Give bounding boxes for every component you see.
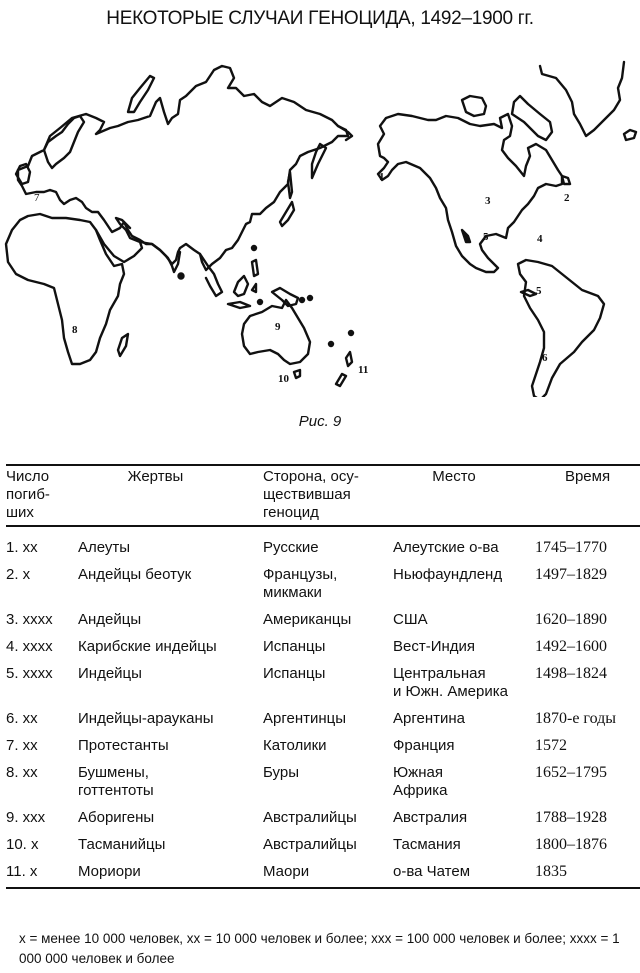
cell-time: 1620–1890 (535, 611, 607, 628)
cell-perpetrators: Маори (263, 863, 310, 880)
cell-count: 6. xx (6, 710, 38, 727)
cell-victims: Аборигены (78, 809, 155, 826)
cell-place: США (393, 611, 428, 628)
header-place: Место (432, 468, 476, 485)
table-row (6, 539, 640, 557)
island-dot (308, 296, 312, 300)
table-row (6, 611, 640, 629)
cell-place: Вест-Индия (393, 638, 476, 655)
table-row (6, 737, 640, 755)
cell-time: 1800–1876 (535, 836, 607, 853)
table-row (6, 665, 640, 701)
new-zealand-outline (336, 352, 352, 386)
map-label-5a: 5 (483, 231, 489, 243)
cell-time: 1835 (535, 863, 567, 880)
header-time: Время (564, 468, 611, 485)
cell-time: 1572 (535, 737, 567, 754)
island-dot (329, 342, 333, 346)
cell-count: 3. xxxx (6, 611, 53, 628)
borneo-outline (234, 276, 248, 296)
table-row (6, 809, 640, 827)
cell-count: 1. xx (6, 539, 38, 556)
map-label-1: 1 (379, 171, 385, 183)
cell-perpetrators: Австралийцы (263, 809, 357, 826)
cell-time: 1498–1824 (535, 665, 607, 682)
world-map-outline (0, 52, 640, 397)
map-label-5b: 5 (536, 285, 542, 297)
cell-place: Алеутские о-ва (393, 539, 499, 556)
figure-caption: Рис. 9 (298, 413, 342, 430)
map-label-4: 4 (537, 233, 543, 245)
island-dot (252, 246, 256, 250)
cell-time: 1745–1770 (535, 539, 607, 556)
cell-time: 1788–1928 (535, 809, 607, 826)
cell-victims: Индейцы (78, 665, 142, 682)
india-outline (140, 242, 180, 272)
baffin-island-outline (512, 96, 552, 140)
tasmania-outline (294, 370, 300, 378)
arabia-outline (96, 218, 142, 262)
cell-victims: Андейцы беотук (78, 566, 192, 583)
table-row (6, 710, 640, 728)
cell-time: 1492–1600 (535, 638, 607, 655)
cell-perpetrators: Буры (263, 764, 299, 781)
cell-perpetrators: Французы, микмаки (263, 566, 338, 601)
header-perpetrators: Сторона, осу- ществившая геноцид (263, 468, 359, 521)
cell-time: 1652–1795 (535, 764, 607, 781)
map-label-11: 11 (358, 364, 369, 376)
map-label-6: 6 (542, 352, 548, 364)
cell-victims: Бушмены, готтентоты (78, 764, 154, 799)
cell-place: Австралия (393, 809, 468, 826)
south-america-outline (518, 260, 604, 397)
iceland-outline (624, 130, 636, 140)
eurasia-outline (18, 66, 348, 270)
cell-perpetrators: Русские (263, 539, 319, 556)
newfoundland-outline (562, 176, 570, 184)
map-label-9: 9 (275, 321, 281, 333)
header-victims: Жертвы (127, 468, 184, 485)
table-row (6, 566, 640, 602)
sri-lanka-dot (179, 274, 184, 279)
cell-victims: Тасманийцы (78, 836, 166, 853)
cell-place: о-ва Чатем (393, 863, 471, 880)
map-label-10: 10 (278, 373, 289, 385)
cell-count: 4. xxxx (6, 638, 53, 655)
map-label-7: 7 (34, 192, 40, 204)
table-row (6, 764, 640, 800)
cell-perpetrators: Американцы (263, 611, 352, 628)
chukotka-outline (338, 126, 352, 140)
arctic-island-outline (462, 96, 486, 116)
cell-victims: Андейцы (78, 611, 142, 628)
philippines-outline (252, 260, 258, 276)
cell-victims: Мориори (78, 863, 141, 880)
cell-place: Тасмания (393, 836, 461, 853)
page-title: НЕКОТОРЫЕ СЛУЧАИ ГЕНОЦИДА, 1492–1900 гг. (106, 8, 534, 29)
sakhalin-outline (288, 172, 292, 198)
header-count: Число погиб- ших (6, 468, 50, 521)
cell-victims: Индейцы-арауканы (78, 710, 214, 727)
map-label-3: 3 (485, 195, 491, 207)
baja-outline (462, 230, 470, 242)
madagascar-outline (118, 334, 128, 356)
cell-place: Ньюфаундленд (393, 566, 503, 583)
north-america-outline (378, 114, 562, 272)
cell-count: 8. xx (6, 764, 38, 781)
cell-count: 9. xxx (6, 809, 46, 826)
cell-time: 1497–1829 (535, 566, 607, 583)
cell-count: 5. xxxx (6, 665, 53, 682)
cell-count: 2. x (6, 566, 31, 583)
cell-time: 1870-е годы (535, 710, 617, 727)
cell-place: Центральная и Южн. Америка (393, 665, 508, 700)
cell-count: 7. xx (6, 737, 38, 754)
table-legend: x = менее 10 000 человек, xx = 10 000 человек и более; xxx = 100 000 человек и более; xxxx = 1 000 000 человек и более (19, 931, 620, 966)
cell-place: Аргентина (393, 710, 465, 727)
island-dot (258, 300, 262, 304)
cell-place: Южная Африка (393, 764, 448, 799)
table-row (6, 638, 640, 656)
cell-victims: Карибские индейцы (78, 638, 217, 655)
cell-perpetrators: Испанцы (263, 665, 326, 682)
cell-count: 10. x (6, 836, 39, 853)
cell-place: Франция (393, 737, 455, 754)
africa-outline (6, 214, 124, 364)
cell-perpetrators: Католики (263, 737, 327, 754)
map-label-2: 2 (564, 192, 570, 204)
novaya-zemlya-outline (128, 76, 154, 112)
japan-outline (280, 202, 294, 226)
table-row (6, 863, 640, 881)
table-row (6, 836, 640, 854)
sulawesi-outline (252, 284, 256, 292)
cell-count: 11. x (6, 863, 38, 880)
cell-perpetrators: Испанцы (263, 638, 326, 655)
cell-perpetrators: Аргентинцы (263, 710, 347, 727)
cell-perpetrators: Австралийцы (263, 836, 357, 853)
island-dot (300, 298, 304, 302)
cell-victims: Алеуты (78, 539, 131, 556)
genocide-table (6, 464, 640, 889)
island-dot (349, 331, 353, 335)
world-map (0, 52, 640, 397)
table-header (6, 466, 640, 527)
table-body (6, 539, 640, 887)
java-outline (228, 302, 250, 308)
cell-victims: Протестанты (78, 737, 169, 754)
map-label-8: 8 (72, 324, 78, 336)
greenland-outline (540, 62, 624, 136)
